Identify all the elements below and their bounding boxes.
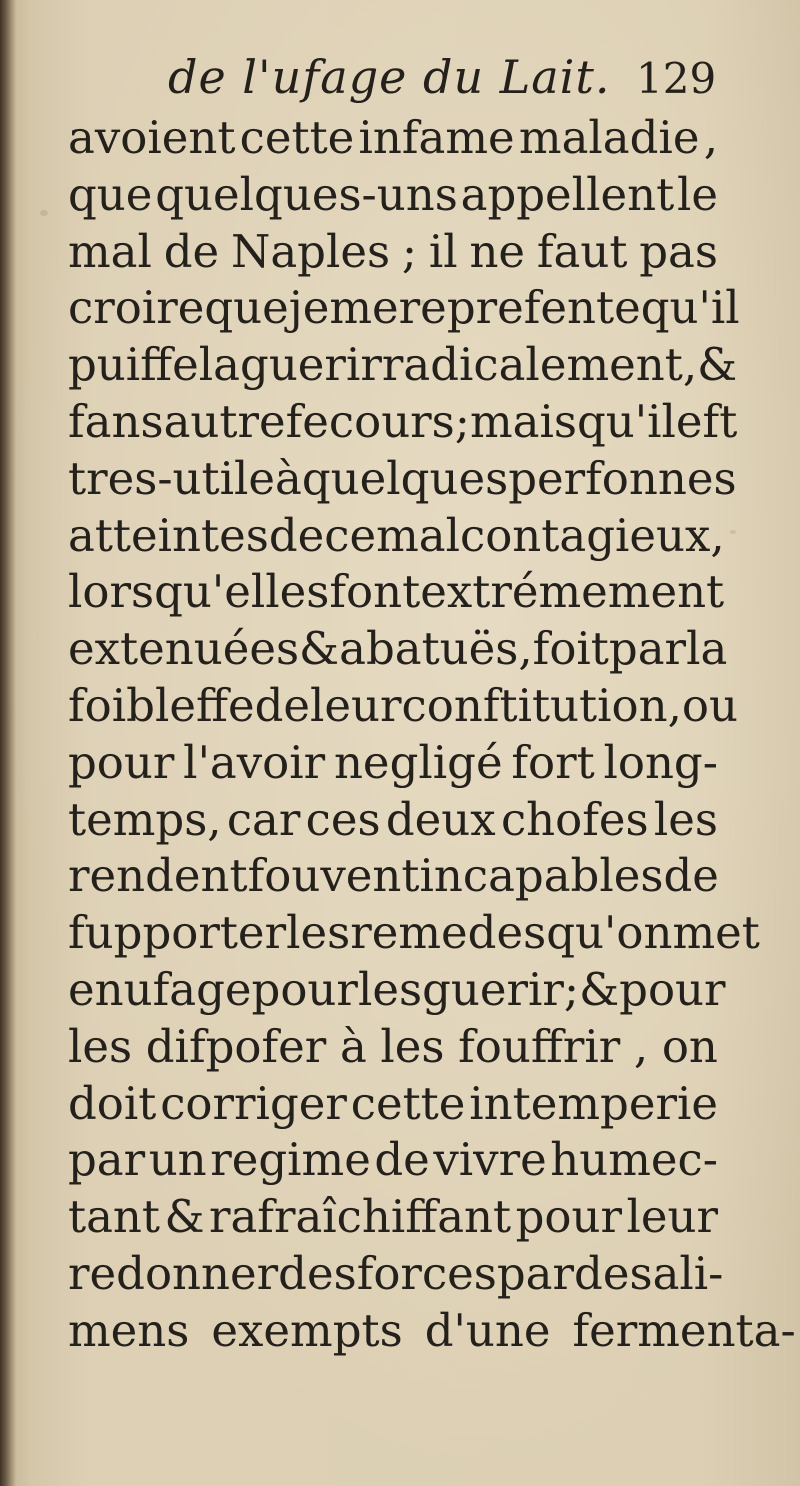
word: ali- [652,1246,724,1300]
word: fouvent [247,849,420,903]
word: pour [515,1190,622,1244]
word: , [682,338,698,392]
word: forces [356,1246,497,1300]
word: les [380,1019,445,1073]
word: & [299,622,340,676]
text-line [68,1303,796,1360]
word: lors [68,565,155,619]
body-text [68,110,796,1360]
word: vivre [433,1133,547,1187]
text-line [68,224,718,281]
word: ; [454,394,470,448]
word: atteintes [68,508,269,562]
word: intemperie [469,1076,718,1130]
word: doit [68,1076,157,1130]
word: incapables [419,849,664,903]
word: extrémement [420,565,725,619]
word: redonner [68,1246,279,1300]
paper-stain [40,210,48,216]
word: mens [68,1303,190,1357]
word: mais [469,394,577,448]
running-title: de l'ufage du Lait. [168,50,611,104]
word: tant [68,1190,160,1244]
word: fupporter [68,906,287,960]
text-line [68,792,718,849]
word: le [676,167,718,221]
word: foibleffe [68,678,255,732]
word: par [608,622,687,676]
text-line [68,678,738,735]
word: que [68,167,153,221]
word: infame [358,111,515,164]
word: cette [350,1076,466,1130]
word: par [496,1246,575,1300]
word: mal [68,224,152,278]
word: à [339,1019,367,1073]
word: la [686,622,728,676]
word: les [357,962,423,1016]
word: pour [68,735,175,789]
word: corriger [160,1076,347,1130]
text-line [68,962,726,1019]
word: ; [401,224,418,278]
word: guerir [422,962,564,1016]
word: je [288,281,330,335]
word: qu'elles [154,565,330,619]
word: , [703,111,718,164]
page-header [0,50,800,110]
word: la [198,338,241,392]
word: pas [639,224,718,278]
word: appellent [460,167,675,221]
word: rafraîchiffant [208,1190,512,1244]
text-line [68,848,718,905]
word: ne [469,224,526,278]
word: cette [239,111,355,164]
word: fouffrir [458,1019,621,1073]
word: de [374,1133,430,1187]
text-line [68,1132,718,1189]
word: remedes [350,906,547,960]
word: autre [163,394,286,448]
word: & [579,962,620,1016]
text-line [68,621,728,678]
word: pour [251,962,358,1016]
text-line [68,508,725,565]
word: un [148,1133,207,1187]
text-line [68,394,738,451]
word: quelques [301,451,509,505]
word: en [68,962,124,1016]
word: l'avoir [183,735,326,789]
word: temps, [68,792,222,846]
word: reprefente [398,281,641,335]
text-line [68,735,718,792]
word: faut [536,224,628,278]
word: car [226,792,301,846]
word: qu'il [576,394,676,448]
word: perfonnes [508,451,737,505]
text-line [68,564,725,621]
word: font [329,565,421,619]
word: ufage [123,962,252,1016]
text-line [68,1076,718,1133]
word: tres- [68,451,173,505]
word: regime [210,1133,371,1187]
word: d'une [424,1303,551,1357]
word: par [68,1133,146,1187]
word: ou [681,678,738,732]
word: contagieux [460,508,711,562]
word: met [672,906,760,960]
paper-stain [420,300,425,305]
word: croire [68,281,205,335]
word: de [254,678,311,732]
word: fermenta- [572,1303,796,1357]
paper-stain [730,530,736,534]
word: puiffe [68,338,199,392]
word: de [163,224,220,278]
word: conftitution, [401,678,682,732]
word: utile [172,451,276,505]
word: des [574,1246,653,1300]
word: qu'on [546,906,673,960]
word: , [633,1019,649,1073]
word: que [204,281,289,335]
word: quelques-uns [155,167,458,221]
word: eft [675,394,738,448]
word: fecours [285,394,455,448]
word: il [428,224,458,278]
text-line [68,280,740,337]
word: extenuées [68,622,300,676]
word: abatuës, [339,622,533,676]
word: ces [305,792,381,846]
binding-gutter [0,0,16,1486]
word: de [663,849,719,903]
word: & [697,338,738,392]
word: avoient [68,111,236,164]
word: les [286,906,351,960]
text-line [68,451,737,508]
text-line [68,167,718,224]
word: de [268,508,325,562]
word: guerir [240,338,382,392]
text-line [68,1019,718,1076]
word: rendent [68,849,248,903]
word: negligé [333,735,503,789]
word: , [710,508,725,562]
word: à [275,451,302,505]
word: les [653,792,718,846]
word: pour [619,962,726,1016]
text-line [68,905,760,962]
word: fans [68,394,164,448]
word: maladie [518,111,700,164]
text-line [68,337,738,394]
word: deux [385,792,496,846]
word: me [329,281,399,335]
word: difpofer [145,1019,327,1073]
word: mal [376,508,460,562]
word: ; [563,962,580,1016]
word: fort [511,735,595,789]
word: foit [532,622,609,676]
page-number: 129 [636,54,717,103]
word: qu'il [640,281,740,335]
text-line [68,1189,718,1246]
word: leur [310,678,402,732]
text-line [68,110,718,167]
word: on [661,1019,718,1073]
word: Naples [230,224,391,278]
word: les [68,1019,133,1073]
word: & [164,1190,205,1244]
word: humec- [550,1133,718,1187]
word: ce [324,508,377,562]
word: chofes [500,792,649,846]
word: radicalement [381,338,683,392]
text-line [68,1246,724,1303]
word: exempts [211,1303,403,1357]
word: leur [626,1190,718,1244]
word: long- [603,735,718,789]
word: des [278,1246,357,1300]
